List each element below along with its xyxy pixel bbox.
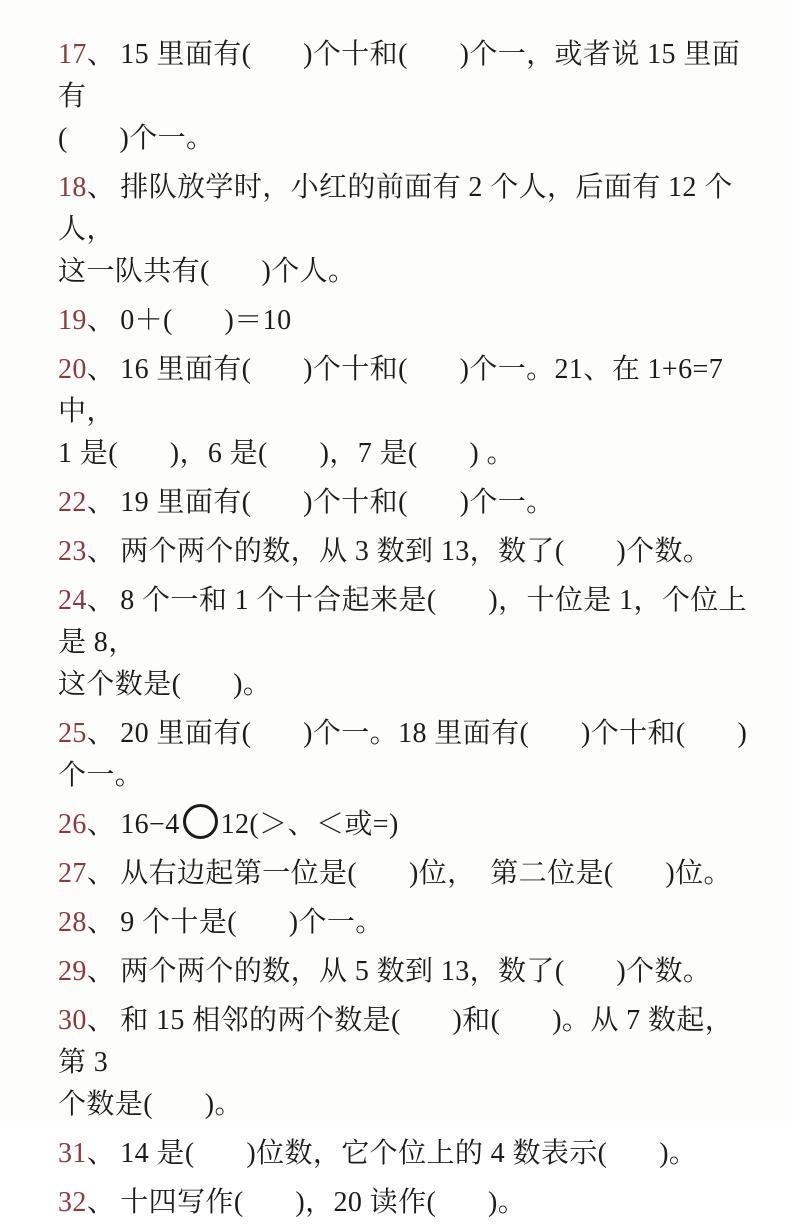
question-number: 31 — [58, 1138, 87, 1169]
question-text: 1 是( )，6 是( )，7 是( ) 。 — [58, 438, 515, 469]
question-line — [58, 902, 759, 944]
question-line-continuation — [58, 664, 759, 706]
question-separator: 、 — [86, 39, 116, 70]
question — [58, 300, 759, 342]
question-separator: 、 — [86, 956, 116, 987]
question-separator: 、 — [86, 536, 116, 567]
question — [58, 1133, 759, 1175]
question-line — [58, 300, 759, 342]
question-line — [58, 713, 759, 755]
question — [58, 804, 759, 846]
question-text: 16−4 — [120, 809, 180, 840]
question-text: 两个两个的数，从 3 数到 13，数了( )个数。 — [120, 536, 712, 567]
question-line — [58, 1182, 759, 1224]
question-text: 16 里面有( )个十和( )个一。21、在 1+6=7 中， — [58, 354, 731, 427]
question — [58, 1000, 759, 1126]
question-text: 20 里面有( )个一。18 里面有( )个十和( ) — [120, 718, 748, 749]
question-separator: 、 — [86, 1005, 116, 1036]
question — [58, 713, 759, 797]
question — [58, 902, 759, 944]
question-text: ( )个一。 — [58, 123, 215, 154]
question-text: 12(＞、＜或=) — [220, 809, 399, 840]
question-number: 19 — [58, 305, 87, 336]
question-text: 排队放学时，小红的前面有 2 个人，后面有 12 个人， — [58, 172, 733, 245]
question-text: 8 个一和 1 个十合起来是( )，十位是 1，个位上是 8， — [58, 585, 748, 658]
question-text: 19 里面有( )个十和( )个一。 — [120, 487, 555, 518]
question-line — [58, 951, 759, 993]
question-number: 24 — [58, 585, 87, 616]
question-separator: 、 — [86, 718, 116, 749]
question-text: 个一。 — [58, 760, 144, 791]
question — [58, 580, 759, 706]
question-number: 20 — [58, 354, 87, 385]
question-number: 22 — [58, 487, 87, 518]
question-line-continuation — [58, 755, 759, 797]
question-number: 29 — [58, 956, 87, 987]
question-separator: 、 — [86, 907, 116, 938]
question-text: 9 个十是( )个一。 — [120, 907, 384, 938]
question — [58, 167, 759, 293]
question-line — [58, 1133, 759, 1175]
question-line — [58, 804, 759, 846]
question — [58, 482, 759, 524]
question-number: 32 — [58, 1187, 87, 1218]
question-number: 25 — [58, 718, 87, 749]
question-line-continuation — [58, 1084, 759, 1126]
question-text: 这一队共有( )个人。 — [58, 256, 357, 287]
question-separator: 、 — [86, 809, 116, 840]
question — [58, 1182, 759, 1224]
question-separator: 、 — [86, 487, 116, 518]
question-text: 个数是( )。 — [58, 1089, 243, 1120]
question-separator: 、 — [86, 305, 116, 336]
question-line — [58, 482, 759, 524]
question — [58, 853, 759, 895]
question-line-continuation — [58, 251, 759, 293]
question-number: 26 — [58, 809, 87, 840]
question-number: 28 — [58, 907, 87, 938]
question — [58, 34, 759, 160]
question-line — [58, 349, 759, 433]
question-separator: 、 — [86, 1187, 116, 1218]
question-text: 15 里面有( )个十和( )个一，或者说 15 里面有 — [58, 39, 741, 112]
question-separator: 、 — [86, 172, 116, 203]
question — [58, 349, 759, 475]
question-text: 0＋( )＝10 — [120, 305, 292, 336]
question-line — [58, 531, 759, 573]
question-line-continuation — [58, 433, 759, 475]
question-line-continuation — [58, 118, 759, 160]
question-line — [58, 34, 759, 118]
question-text: 十四写作( )，20 读作( )。 — [120, 1187, 527, 1218]
question-separator: 、 — [86, 585, 116, 616]
question — [58, 531, 759, 573]
question-text: 14 是( )位数，它个位上的 4 数表示( )。 — [120, 1138, 698, 1169]
question-line — [58, 853, 759, 895]
question-line — [58, 580, 759, 664]
question-line — [58, 1000, 759, 1084]
question-text: 这个数是( )。 — [58, 669, 272, 700]
question-number: 30 — [58, 1005, 87, 1036]
question-list — [58, 34, 759, 1224]
question-number: 23 — [58, 536, 87, 567]
question-text: 从右边起第一位是( )位， 第二位是( )位。 — [120, 858, 732, 889]
question-text: 两个两个的数，从 5 数到 13，数了( )个数。 — [120, 956, 712, 987]
question-number: 27 — [58, 858, 87, 889]
question-number: 17 — [58, 39, 87, 70]
question-separator: 、 — [86, 354, 116, 385]
question-text: 和 15 相邻的两个数是( )和( )。从 7 数起，第 3 — [58, 1005, 734, 1078]
question — [58, 951, 759, 993]
question-separator: 、 — [86, 858, 116, 889]
question-line — [58, 167, 759, 251]
compare-circle-icon — [183, 804, 218, 839]
question-number: 18 — [58, 172, 87, 203]
question-separator: 、 — [86, 1138, 116, 1169]
